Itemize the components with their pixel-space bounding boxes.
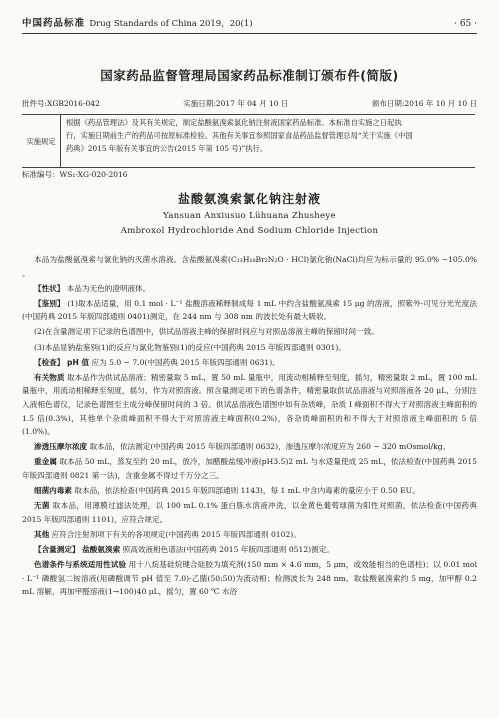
paragraph-text: 本品为盐酸氨溴索与氯化钠的灭菌水溶液。含盐酸氨溴索(C₁₃H₁₈Br₂N₂O · HCl)氯化钠(NaCl)均应为标示量的 95.0% ~105.0% 。 bbox=[22, 255, 477, 278]
drug-name-cn: 盐酸氨溴索氯化钠注射液 bbox=[177, 192, 321, 206]
paragraph-description bbox=[22, 253, 477, 280]
document-title: 国家药品监督管理局国家药品标准制订颁布件(简版) bbox=[100, 68, 399, 83]
implementation-notice-table bbox=[22, 114, 475, 168]
paragraph-related-substances bbox=[22, 371, 477, 439]
paragraph-heading: 有关物质 bbox=[34, 372, 65, 382]
approval-number: 批件号:XGB2016-042 bbox=[22, 99, 100, 108]
paragraph-text: 本品为无色的澄明液体。 bbox=[66, 283, 151, 293]
paragraph-heading: 【检查】 pH 值 bbox=[34, 357, 90, 367]
paragraph-heading: 细菌内毒素 bbox=[34, 486, 72, 495]
paragraph-heading: 其他 bbox=[34, 529, 50, 539]
paragraph-chromatographic-conditions bbox=[22, 558, 477, 599]
paragraph-properties bbox=[22, 282, 477, 296]
paragraph-identification-3 bbox=[22, 341, 477, 355]
journal-name-cn: 中国药品标准 bbox=[22, 18, 86, 29]
paragraph-heading: 【性状】 bbox=[34, 283, 65, 293]
paragraph-identification-1 bbox=[22, 297, 477, 324]
paragraph-heading: 【鉴别】 bbox=[34, 298, 65, 308]
paragraph-heading: 重金属 bbox=[34, 457, 57, 467]
paragraph-heading: 无菌 bbox=[34, 501, 50, 511]
paragraph-heading: 【含量测定】 盐酸氨溴索 bbox=[34, 544, 121, 554]
paragraph-text: 应为 5.0 ~ 7.0(中国药典 2015 年版四部通则 0631)。 bbox=[91, 357, 280, 367]
implement-date: 实施日期:2017 年 04 月 10 日 bbox=[183, 99, 289, 108]
journal-name bbox=[22, 18, 253, 30]
paragraph-sterility bbox=[22, 499, 477, 526]
paragraph-assay bbox=[22, 543, 477, 557]
paragraph-osmolality bbox=[22, 440, 477, 454]
paragraph-ph bbox=[22, 356, 477, 370]
meta-row bbox=[22, 98, 477, 109]
paragraph-text: (3)本品显钠盐鉴别(1)的反应与氯化物鉴别(1)的反应(中国药典 2015 年版四部通则 0301)。 bbox=[34, 342, 346, 352]
paragraph-text: 取本品 50 mL，蒸发至约 20 mL，放冷，加醋酸盐缓冲液(pH3.5)2 mL 与水适量使成 25 mL，依法检查(中国药典 2015 年版四部通则 0821 第一法)，含重金属不得过千万分之三。 bbox=[22, 457, 477, 480]
paragraph-text: 用十八烷基硅烷键合硅胶为填充剂(150 mm × 4.6 mm，5 μm，或效能相当的色谱柱)；以 0.01 mol · L⁻¹ 磷酸氢二铵溶液(用磷酸调节 pH 值至 7.0)-乙腈(50:50)为流动相；检测波长为 248 nm。取盐酸氨溴索约 5 mg，加甲醇 0.2 mL 溶解，再加甲醛溶液(1→100)40 μL，摇匀，置 60 ℃ 水浴 bbox=[22, 559, 477, 597]
header-rule bbox=[22, 33, 477, 34]
notice-line: 药典》2015 年版有关事宜的公告(2015 年第 105 号)”执行。 bbox=[66, 144, 268, 153]
paragraph-text: 取本品，依法测定(中国药典 2015 年版四部通则 0632)，渗透压摩尔浓度应为 260 ~ 320 mOsmol/kg。 bbox=[89, 442, 451, 452]
paragraph-text: (1)取本品适量，用 0.1 mol · L⁻¹ 盐酸溶液稀释制成每 1 mL 中约含盐酸氨溴索 15 μg 的溶液，照紫外-可见分光光度法(中国药典 2015 年版四部通则 0401)测定，在 244 nm 与 308 nm 的波长处有最大吸收。 bbox=[22, 298, 477, 322]
notice-line: 行，实施日期前生产的药品可按原标准检验。其他有关事宜参照国家食品药品监督管理总局“关于实施《中国 bbox=[66, 131, 413, 140]
paragraph-heading: 渗透压摩尔浓度 bbox=[34, 442, 88, 452]
paragraph-text: 取本品，用薄膜过滤法处理，以 100 mL 0.1% 蛋白胨水溶液冲洗，以金黄色葡萄球菌为阳性对照菌，依法检查(中国药典 2015 年版四部通则 1101)，应符合规定。 bbox=[22, 501, 477, 524]
notice-label: 实施规定 bbox=[22, 115, 61, 167]
paragraph-text: 照高效液相色谱法(中国药典 2015 年版四部通则 0512)测定。 bbox=[122, 544, 334, 554]
paragraph-heavy-metals bbox=[22, 455, 477, 482]
drug-name-pinyin: Yansuan Anxiusuo Lühuana Zhusheye bbox=[163, 211, 336, 221]
running-head bbox=[22, 18, 477, 30]
issue-date: 颁布日期:2016 年 10 月 10 日 bbox=[371, 99, 477, 108]
paragraph-text: 应符合注射剂项下有关的各项规定(中国药典 2015 年版四部通则 0102)。 bbox=[51, 529, 301, 539]
standard-number: 标准编号：WS₁-XG-020-2016 bbox=[22, 170, 128, 179]
paragraph-identification-2 bbox=[22, 325, 477, 339]
page-number: · 65 · bbox=[454, 19, 477, 29]
paragraph-text: 取本品，依法检查(中国药典 2015 年版四部通则 1143)，每 1 mL 中含内毒素的量应小于 0.50 EU。 bbox=[74, 486, 420, 495]
paragraph-endotoxin bbox=[22, 484, 477, 498]
notice-body bbox=[61, 115, 475, 167]
paragraph-heading: 色谱条件与系统适用性试验 bbox=[34, 559, 127, 569]
notice-line: 根据《药品管理法》及其有关规定，制定盐酸氨溴索氯化钠注射液国家药品标准。本标准自实施之日起执 bbox=[66, 118, 402, 127]
journal-name-en: Drug Standards of China 2019，20(1) bbox=[89, 19, 253, 29]
paragraph-text: 取本品作为供试品溶液；精密量取 5 mL，置 50 mL 量瓶中，用流动相稀释至刻度，摇匀，精密量取 2 mL，置 100 mL 量瓶中，用流动相稀释至刻度，摇匀，作为对照溶液。照含量测定项下的色谱条件，精密量取供试品溶液与对照溶液各 20 μL，分别注入液相色谱仪，记录色谱图至主成分峰保留时间的 3 倍。供试品溶液色谱图中如有杂质峰，杂质 I 峰面积不得大于对照溶液主峰面积的 1.5 倍(0.3%)，其他单个杂质峰面积不得大于对照溶液主峰面积(0.2%)，各杂质峰面积的和不得大于对照溶液主峰面积的 5 倍(1.0%)。 bbox=[22, 372, 477, 437]
monograph-body bbox=[22, 253, 477, 600]
paragraph-text: (2)在含量测定项下记录的色谱图中，供试品溶液主峰的保留时间应与对照品溶液主峰的保留时间一致。 bbox=[34, 327, 379, 337]
drug-name-en: Ambroxol Hydrochloride And Sodium Chloride Injection bbox=[120, 226, 379, 236]
paragraph-other bbox=[22, 528, 477, 542]
